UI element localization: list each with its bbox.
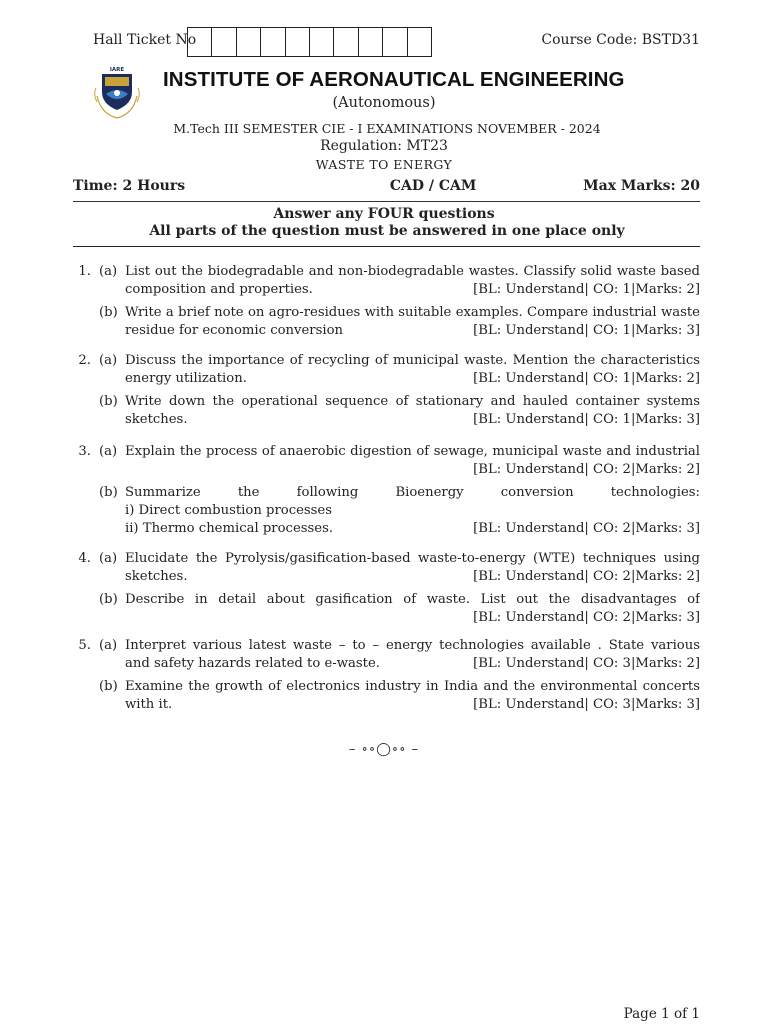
question-number: 4.	[78, 551, 91, 566]
hall-ticket-digit-box[interactable]	[359, 27, 383, 57]
institute-logo	[93, 66, 141, 120]
exam-time: Time: 2 Hours	[73, 178, 186, 194]
instruction-line-2: All parts of the question must be answered in one place only	[149, 223, 625, 239]
question	[73, 443, 700, 538]
question-number: 2.	[78, 353, 91, 368]
marks-info: [BL: Understand| CO: 2|Marks: 2]	[473, 569, 700, 584]
question-list	[73, 263, 700, 722]
hall-ticket-digit-box[interactable]	[188, 27, 212, 57]
question-part	[73, 678, 700, 714]
hall-ticket-digit-box[interactable]	[334, 27, 358, 57]
part-subitem: i) Direct combustion processes	[125, 503, 332, 518]
regulation: Regulation: MT23	[320, 138, 448, 154]
hall-ticket-digit-box[interactable]	[286, 27, 310, 57]
question-part	[73, 304, 700, 340]
hall-ticket-label: Hall Ticket No	[93, 32, 197, 48]
hall-ticket-boxes[interactable]	[187, 27, 432, 57]
question-part	[73, 550, 700, 586]
question	[73, 550, 700, 627]
part-text: Discuss the importance of recycling of municipal waste. Mention the characteristics	[125, 353, 700, 368]
part-meta-line	[125, 461, 700, 479]
max-marks: Max Marks: 20	[583, 178, 700, 194]
hall-ticket-digit-box[interactable]	[261, 27, 285, 57]
question-number: 5.	[78, 638, 91, 653]
part-label: (b)	[99, 305, 118, 320]
part-meta-line	[125, 411, 700, 429]
question-part	[73, 637, 700, 673]
part-text-continuation: ii) Thermo chemical processes.	[125, 521, 334, 536]
part-text-continuation: sketches.	[125, 569, 188, 584]
part-text: Elucidate the Pyrolysis/gasification-based waste-to-energy (WTE) techniques using	[125, 551, 700, 566]
part-label: (a)	[99, 264, 118, 279]
marks-info: [BL: Understand| CO: 1|Marks: 3]	[473, 323, 700, 338]
part-label: (a)	[99, 638, 118, 653]
marks-info: [BL: Understand| CO: 2|Marks: 2]	[473, 462, 700, 477]
part-text: Write a brief note on agro-residues with suitable examples. Compare industrial waste	[125, 305, 700, 320]
subject-title: WASTE TO ENERGY	[315, 157, 453, 172]
institute-name: INSTITUTE OF AERONAUTICAL ENGINEERING	[163, 68, 625, 91]
part-label: (b)	[99, 592, 118, 607]
marks-info: [BL: Understand| CO: 1|Marks: 2]	[473, 282, 700, 297]
course-code: Course Code: BSTD31	[541, 32, 700, 48]
divider	[73, 201, 700, 202]
part-text: Summarize the following Bioenergy conversion technologies:	[125, 485, 700, 500]
hall-ticket-digit-box[interactable]	[237, 27, 261, 57]
part-meta-line	[125, 568, 700, 586]
part-meta-line	[125, 370, 700, 388]
part-label: (a)	[99, 353, 118, 368]
branch: CAD / CAM	[389, 178, 477, 194]
autonomous-label: (Autonomous)	[332, 95, 436, 111]
question	[73, 352, 700, 429]
question-number: 3.	[78, 444, 91, 459]
part-label: (a)	[99, 551, 118, 566]
question-part	[73, 443, 700, 479]
question	[73, 263, 700, 340]
exam-title: M.Tech III SEMESTER CIE - I EXAMINATIONS NOVEMBER - 2024	[173, 121, 601, 136]
part-label: (a)	[99, 444, 118, 459]
part-meta-line	[125, 696, 700, 714]
exam-meta-row	[73, 178, 700, 194]
part-text: Write down the operational sequence of stationary and hauled container systems	[125, 394, 700, 409]
part-text: Explain the process of anaerobic digestion of sewage, municipal waste and industrial	[125, 444, 700, 459]
question-part	[73, 591, 700, 627]
part-text: Describe in detail about gasification of waste. List out the disadvantages of	[125, 592, 700, 607]
marks-info: [BL: Understand| CO: 3|Marks: 2]	[473, 656, 700, 671]
question	[73, 637, 700, 714]
part-text: Examine the growth of electronics industry in India and the environmental concerts	[125, 679, 700, 694]
part-meta-line	[125, 322, 700, 340]
part-text-continuation: with it.	[125, 697, 173, 712]
part-meta-line	[125, 281, 700, 299]
part-text-continuation: residue for economic conversion	[125, 323, 343, 338]
hall-ticket-digit-box[interactable]	[408, 27, 432, 57]
marks-info: [BL: Understand| CO: 2|Marks: 3]	[473, 521, 700, 536]
end-of-paper-mark: – ∘∘◯∘∘ –	[348, 742, 420, 757]
hall-ticket-digit-box[interactable]	[383, 27, 407, 57]
part-label: (b)	[99, 394, 118, 409]
part-meta-line	[125, 609, 700, 627]
hall-ticket-digit-box[interactable]	[212, 27, 236, 57]
divider	[73, 246, 700, 247]
page-number: Page 1 of 1	[623, 1006, 700, 1022]
part-meta-line	[125, 520, 700, 538]
question-part	[73, 484, 700, 538]
marks-info: [BL: Understand| CO: 1|Marks: 2]	[473, 371, 700, 386]
part-text-continuation: energy utilization.	[125, 371, 247, 386]
part-text: List out the biodegradable and non-biodegradable wastes. Classify solid waste based	[125, 264, 700, 279]
question-part	[73, 393, 700, 429]
part-text-continuation: sketches.	[125, 412, 188, 427]
logo-text: IARE	[109, 67, 125, 73]
marks-info: [BL: Understand| CO: 2|Marks: 3]	[473, 610, 700, 625]
part-meta-line	[125, 655, 700, 673]
part-label: (b)	[99, 679, 118, 694]
part-label: (b)	[99, 485, 118, 500]
question-part	[73, 352, 700, 388]
marks-info: [BL: Understand| CO: 1|Marks: 3]	[473, 412, 700, 427]
part-text-continuation: and safety hazards related to e-waste.	[125, 656, 380, 671]
hall-ticket-digit-box[interactable]	[310, 27, 334, 57]
question-number: 1.	[78, 264, 91, 279]
part-text: Interpret various latest waste – to – energy technologies available . State various	[125, 638, 700, 653]
instruction-line-1: Answer any FOUR questions	[273, 206, 495, 222]
question-part	[73, 263, 700, 299]
marks-info: [BL: Understand| CO: 3|Marks: 3]	[473, 697, 700, 712]
part-text-continuation: composition and properties.	[125, 282, 313, 297]
